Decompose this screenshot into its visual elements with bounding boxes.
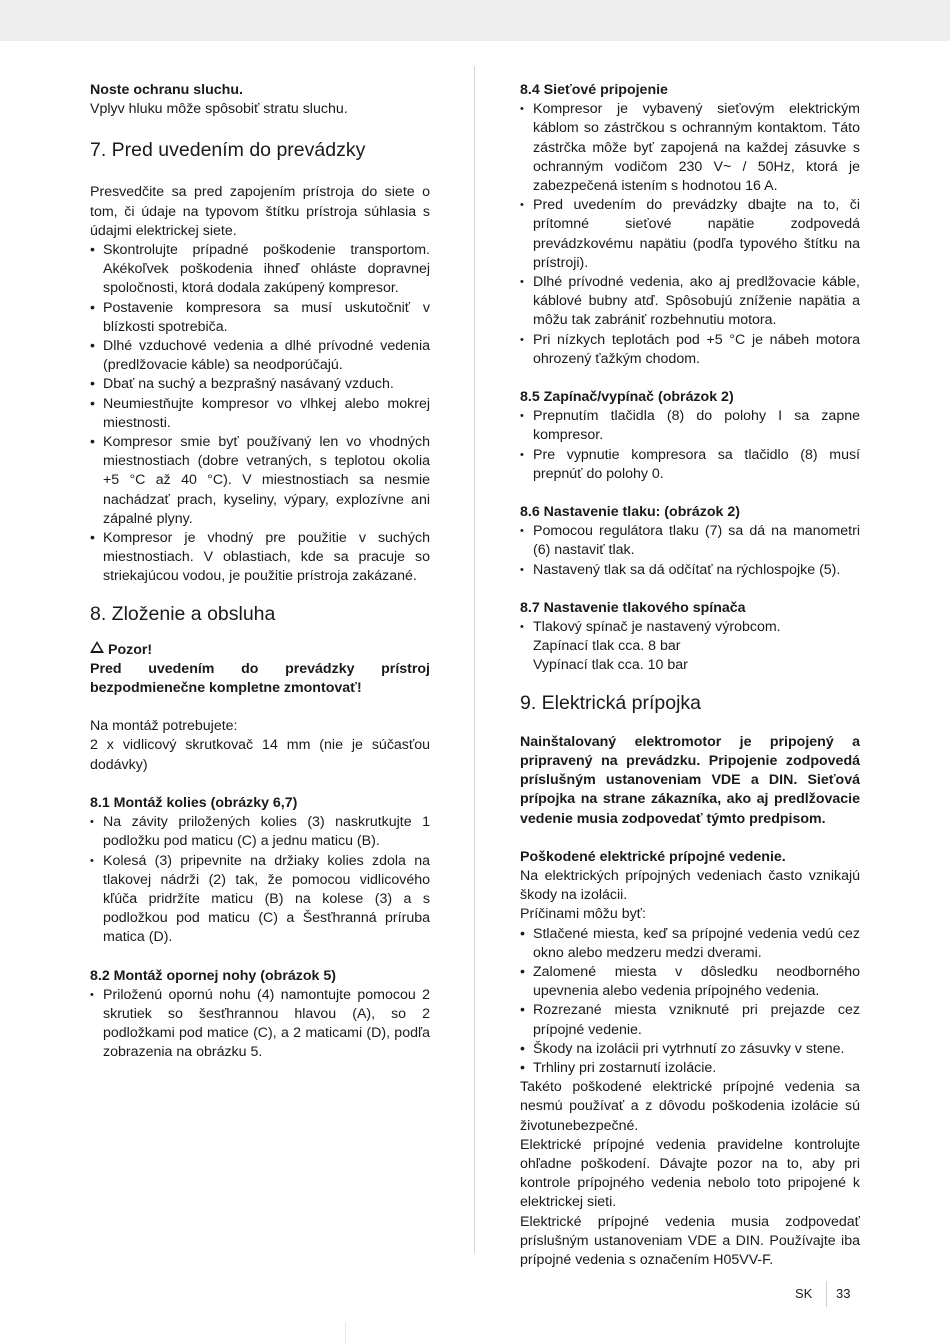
section-8-2-heading: 8.2 Montáž opornej nohy (obrázok 5) bbox=[90, 967, 336, 984]
list-item: • Kolesá (3) pripevnite na držiaky kolies zdola na tlakovej nádrži (2) tak, že pomocou vidlicového kľúča pridržíte maticu (B) na kolese (3) a s podložkou pod maticu (C) a Šesťhranná príruba matica (D). bbox=[90, 852, 430, 948]
section-8-2-list bbox=[90, 986, 430, 1063]
list-item: • Nastavený tlak sa dá odčítať na rýchlospojke (5). bbox=[520, 561, 860, 580]
left-column bbox=[90, 81, 430, 1063]
list-item: • Kompresor smie byť používaný len vo vhodných miestnostiach (dobre vetraných, s teplotou okolia +5 °C až 40 °C). V miestnostiach sa nesmie nachádzať prach, kyseliny, výpary, explozívne ani zápalné plyny. bbox=[90, 433, 430, 529]
section-8-1-list bbox=[90, 813, 430, 947]
tools-label: Na montáž potrebujete: bbox=[90, 718, 238, 735]
warning-text: Pred uvedením do prevádzky prístroj bezpodmienečne kompletne zmontovať! bbox=[90, 660, 430, 697]
section-9-heading: 9. Elektrická prípojka bbox=[520, 691, 701, 714]
list-item-text: Tlakový spínač je nastavený výrobcom. bbox=[533, 619, 781, 636]
bottom-mark bbox=[345, 1322, 346, 1344]
section-8-7-heading: 8.7 Nastavenie tlakového spínača bbox=[520, 599, 746, 616]
section-7-list bbox=[90, 241, 430, 587]
section-8-4-list bbox=[520, 100, 860, 369]
list-item: • Kompresor je vhodný pre použitie v suchých miestnostiach. V oblastiach, kde sa pracuje so striekajúcou vodou, je použitie prístroja zakázané. bbox=[90, 529, 430, 587]
list-item: • Pomocou regulátora tlaku (7) sa dá na manometri (6) nastaviť tlak. bbox=[520, 522, 860, 560]
list-item: • Priloženú opornú nohu (4) namontujte pomocou 2 skrutiek so šesťhrannou hlavou (A), so 2 podložkami pod matice (C), a 2 maticami (D), podľa zobrazenia na obrázku 5. bbox=[90, 986, 430, 1063]
hearing-text: Vplyv hluku môže spôsobiť stratu sluchu. bbox=[90, 101, 348, 118]
section-8-1-heading: 8.1 Montáž kolies (obrázky 6,7) bbox=[90, 794, 298, 811]
damage-title: Poškodené elektrické prípojné vedenie. bbox=[520, 848, 786, 865]
paragraph: Elektrické prípojné vedenia pravidelne kontrolujte ohľadne poškodení. Dávajte pozor na to, aby pri kontrole prípojného vedenia nebolo toto pripojené k elektrickej sieti. bbox=[520, 1136, 860, 1211]
list-item: • Na závity priložených kolies (3) naskrutkujte 1 podložku pod maticu (C) a jednu maticu (B). bbox=[90, 813, 430, 851]
footer-divider bbox=[826, 1281, 827, 1307]
page-number: 33 bbox=[836, 1286, 851, 1301]
paragraph: Elektrické prípojné vedenia musia zodpovedať príslušným ustanoveniam VDE a DIN. Používajte iba prípojné vedenia s označením H05VV-F. bbox=[520, 1213, 860, 1268]
list-item: • Dlhé prívodné vedenia, ako aj predlžovacie káble, káblové bubny atď. Spôsobujú zníženie napätia a môžu tak zabrániť rozbehnutiu motora. bbox=[520, 273, 860, 331]
list-item: • Trhliny pri zostarnutí izolácie. bbox=[520, 1059, 860, 1078]
warning-title bbox=[90, 641, 430, 660]
top-bar bbox=[0, 0, 950, 41]
causes-label: Príčinami môžu byť: bbox=[520, 906, 646, 923]
section-8-5-heading: 8.5 Zapínač/vypínač (obrázok 2) bbox=[520, 389, 734, 406]
list-item: • Škody na izolácii pri vytrhnutí zo zásuvky v stene. bbox=[520, 1040, 860, 1059]
list-item bbox=[520, 618, 860, 676]
list-item: • Postavenie kompresora sa musí uskutočniť v blízkosti spotrebiča. bbox=[90, 299, 430, 337]
damage-list bbox=[520, 925, 860, 1079]
warning-icon bbox=[90, 641, 104, 653]
section-8-heading: 8. Zloženie a obsluha bbox=[90, 602, 276, 625]
hearing-title: Noste ochranu sluchu. bbox=[90, 82, 243, 98]
section-8-6-list bbox=[520, 522, 860, 580]
column-divider bbox=[474, 66, 475, 1253]
list-item: • Prepnutím tlačidla (8) do polohy I sa zapne kompresor. bbox=[520, 407, 860, 445]
section-8-5-list bbox=[520, 407, 860, 484]
section-7-heading: 7. Pred uvedením do prevádzky bbox=[90, 139, 366, 162]
tools-text: 2 x vidlicový skrutkovač 14 mm (nie je súčasťou dodávky) bbox=[90, 737, 430, 773]
list-item: • Pri nízkych teplotách pod +5 °C je nábeh motora ohrozený ťažkým chodom. bbox=[520, 331, 860, 369]
warning-label: Pozor! bbox=[108, 641, 153, 658]
on-pressure: Zapínací tlak cca. 8 bar bbox=[533, 638, 681, 655]
list-item: • Zalomené miesta v dôsledku neodborného upevnenia alebo vedenia prípojného vedenia. bbox=[520, 963, 860, 1001]
section-8-6-heading: 8.6 Nastavenie tlaku: (obrázok 2) bbox=[520, 504, 740, 521]
list-item: • Skontrolujte prípadné poškodenie transportom. Akékoľvek poškodenia ihneď ohláste dopravnej spoločnosti, ktorá dodala zakúpený kompresor. bbox=[90, 241, 430, 299]
list-item: • Pre vypnutie kompresora sa tlačidlo (8) musí prepnúť do polohy 0. bbox=[520, 446, 860, 484]
list-item: • Dlhé vzduchové vedenia a dlhé prívodné vedenia (predlžovacie káble) sa neodporúčajú. bbox=[90, 337, 430, 375]
off-pressure: Vypínací tlak cca. 10 bar bbox=[533, 657, 688, 674]
right-column bbox=[520, 81, 860, 1270]
list-item: • Neumiestňujte kompresor vo vlhkej alebo mokrej miestnosti. bbox=[90, 395, 430, 433]
section-7-intro: Presvedčite sa pred zapojením prístroja do siete o tom, či údaje na typovom štítku prístroja súhlasia s údajmi elektrickej siete. bbox=[90, 184, 430, 239]
list-item: • Pred uvedením do prevádzky dbajte na to, či prítomné sieťové napätie zodpovedá prevádzkovému napätiu (podľa typového štítku na prístroji). bbox=[520, 196, 860, 273]
section-8-7-list bbox=[520, 618, 860, 676]
damage-intro: Na elektrických prípojných vedeniach často vznikajú škody na izolácii. bbox=[520, 867, 860, 904]
list-item: • Kompresor je vybavený sieťovým elektrickým káblom so zástrčkou s ochranným kontaktom. Táto zástrčka môže byť zapojená na každej zásuvke s ochranným vodičom 230 V~ / 50Hz, ktorá je zabezpečená istením s hodnotou 16 A. bbox=[520, 100, 860, 196]
list-item: • Stlačené miesta, keď sa prípojné vedenia vedú cez okno alebo medzeru medzi dverami. bbox=[520, 925, 860, 963]
paragraph: Takéto poškodené elektrické prípojné vedenia sa nesmú používať a z dôvodu poškodenia izolácie sú životunebezpečné. bbox=[520, 1079, 860, 1134]
list-item: • Rozrezané miesta vzniknuté pri prejazde cez prípojné vedenie. bbox=[520, 1001, 860, 1039]
section-9-intro: Nainštalovaný elektromotor je pripojený a pripravený na prevádzku. Pripojenie zodpovedá príslušným ustanoveniam VDE a DIN. Sieťová prípojka na strane zákazníka, ako aj predlžovacie vedenie musia zodpovedať týmto predpisom. bbox=[520, 733, 860, 827]
list-item: • Dbať na suchý a bezprašný nasávaný vzduch. bbox=[90, 375, 430, 394]
language-code: SK bbox=[795, 1286, 813, 1301]
section-8-4-heading: 8.4 Sieťové pripojenie bbox=[520, 82, 668, 98]
